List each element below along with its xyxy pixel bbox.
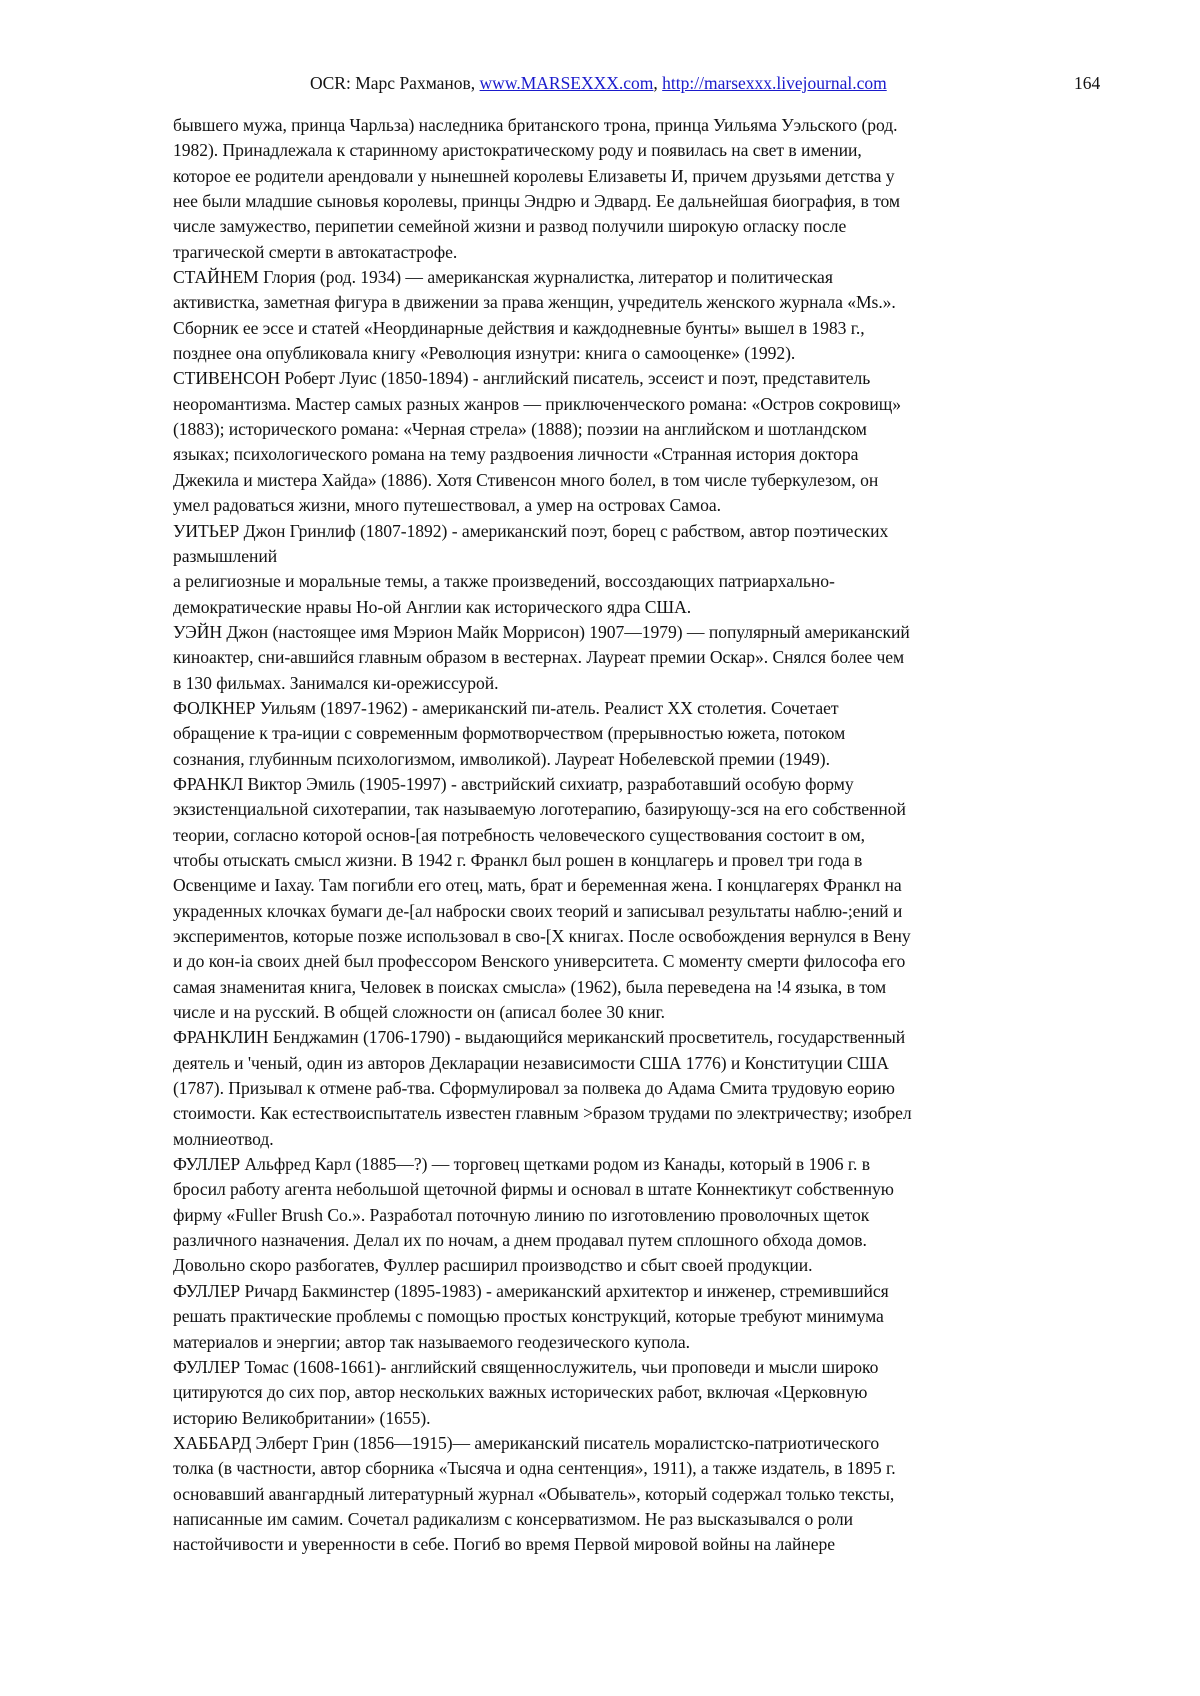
text-line: стоимости. Как естествоиспытатель известен главным >бразом трудами по электричеству; изобрел [173,1103,912,1124]
text-line: различного назначения. Делал их по ночам, а днем продавал путем сплошного обхода домов. [173,1230,867,1251]
text-line: настойчивости и уверенности в себе. Погиб во время Первой мировой войны на лайнере [173,1534,836,1555]
text-line: ХАББАРД Элберт Грин (1856—1915)— американский писатель моралистско-патриотического [173,1432,880,1453]
text-line: умел радоваться жизни, много путешествовал, а умер на островах Самоа. [173,495,721,516]
text-line: а религиозные и моральные темы, а также произведений, воссоздающих патриархально- [173,571,835,592]
text-line: самая знаменитая книга, Человек в поисках смысла» (1962), была переведена на !4 языка, в том [173,976,887,997]
ocr-credit-text: OCR: Марс Рахманов, [310,73,480,93]
text-line: размышлений [173,545,278,566]
text-line: СТАЙНЕМ Глория (род. 1934) — американская журналистка, литератор и политическая [173,267,833,288]
text-line: трагической смерти в автокатастрофе. [173,241,458,262]
text-line: Довольно скоро разбогатев, Фуллер расширил производство и сбыт своей продукции. [173,1255,813,1276]
text-line: нее были младшие сыновья королевы, принцы Эндрю и Эдвард. Ее дальнейшая биография, в том [173,191,900,212]
text-line: украденных клочках бумаги де-[ал наброски своих теорий и записывал результаты наблю-;ений и [173,900,903,921]
text-line: сознания, глубинным психологизмом, имволикой). Лауреат Нобелевской премии (1949). [173,748,830,769]
text-line: решать практические проблемы с помощью простых конструкций, которые требуют минимума [173,1306,884,1327]
text-line: цитируются до сих пор, автор нескольких важных исторических работ, включая «Церковную [173,1382,868,1403]
text-line: Освенциме и Iахау. Там погибли его отец, мать, брат и беременная жена. I концлагерях Франкл на [173,875,902,896]
text-line: числе и на русский. В общей сложности он (аписал более 30 книг. [173,1002,665,1023]
text-line: 1982). Принадлежала к старинному аристократическому роду и появилась на свет в имении, [173,140,862,161]
text-line: бросил работу агента небольшой щеточной фирмы и основал в штате Коннектикут собственную [173,1179,894,1200]
text-line: которое ее родители арендовали у нынешней королевы Елизаветы И, причем друзьями детства у [173,165,895,186]
text-line: обращение к тра-иции с современным формотворчеством (прерывностью южета, потоком [173,723,846,744]
document-body [173,113,1125,1558]
text-line: (1883); исторического романа: «Черная стрела» (1888); поэзии на английском и шотландском [173,419,867,440]
text-line: ФРАНКЛИН Бенджамин (1706-1790) - выдающийся мериканский просветитель, государственный [173,1027,906,1048]
text-line: ФУЛЛЕР Альфред Карл (1885—?) — торговец щетками родом из Канады, который в 1906 г. в [173,1154,870,1175]
link-separator: , [653,73,663,93]
text-line: демократические нравы Но-ой Англии как исторического ядра США. [173,596,692,617]
text-line: материалов и энергии; автор так называемого геодезического купола. [173,1331,690,1352]
text-line: ФРАНКЛ Виктор Эмиль (1905-1997) - австрийский сихиатр, разработавший особую форму [173,773,854,794]
text-line: языках; психологического романа на тему раздвоения личности «Странная история доктора [173,444,859,465]
text-line: ФУЛЛЕР Томас (1608-1661)- английский священнослужитель, чьи проповеди и мысли широко [173,1356,879,1377]
text-line: основавший авангардный литературный журнал «Обыватель», который содержал только тексты, [173,1483,895,1504]
text-line: ФУЛЛЕР Ричард Бакминстер (1895-1983) - американский архитектор и инженер, стремившийся [173,1280,889,1301]
text-line: Сборник ее эссе и статей «Неординарные действия и каждодневные бунты» вышел в 1983 г., [173,317,865,338]
text-line: экспериментов, которые позже использовал в сво-[Х книгах. После освобождения вернулся в Вену [173,926,911,946]
text-line: написанные им самим. Сочетал радикализм с консерватизмом. Не раз высказывался о роли [173,1508,853,1529]
text-line: УЭЙН Джон (настоящее имя Мэрион Майк Моррисон) 1907—1979) — популярный американский [173,621,910,642]
livejournal-link[interactable]: http://marsexxx.livejournal.com [662,73,887,93]
text-line: бывшего мужа, принца Чарльза) наследника британского трона, принца Уильяма Уэльского (род. [173,115,898,135]
text-line: толка (в частности, автор сборника «Тысяча и одна сентенция», 1911), а также издатель, в 1895 г. [173,1458,896,1479]
text-line: киноактер, сни-авшийся главным образом в вестернах. Лауреат премии Оскар». Снялся более чем [173,647,905,668]
text-line: фирму «Fuller Brush Co.». Разработал поточную линию по изготовлению проволочных щеток [173,1204,870,1225]
text-line: теории, согласно которой основ-[ая потребность человеческого существования состоит в ом, [173,824,866,845]
text-line: ФОЛКНЕР Уильям (1897-1962) - американский пи-атель. Реалист XX столетия. Сочетает [173,697,839,718]
page-header [0,70,1200,96]
text-line: УИТЬЕР Джон Гринлиф (1807-1892) - американский поэт, борец с рабством, автор поэтических [173,520,889,541]
text-line: деятель и 'ченый, один из авторов Декларации независимости США 1776) и Конституции США [173,1052,889,1073]
text-line: Джекила и мистера Хайда» (1886). Хотя Стивенсон много болел, в том числе туберкулезом, он [173,469,879,490]
text-line: и до кон-іа своих дней был профессором Венского университета. С моменту смерти философа его [173,951,906,972]
text-line: в 130 фильмах. Занимался ки-орежиссурой. [173,672,499,693]
text-line: активистка, заметная фигура в движении за права женщин, учредитель женского журнала «Ms.». [173,292,896,313]
text-line: экзистенциальной сихотерапии, так называемую логотерапию, базирующу-зся на его собственной [173,799,906,820]
text-line: позднее она опубликовала книгу «Революция изнутри: книга о самооценке» (1992). [173,343,796,364]
text-line: числе замужество, перипетии семейной жизни и развод получили широкую огласку после [173,216,847,237]
text-line: историю Великобритании» (1655). [173,1407,431,1428]
page-number: 164 [1074,73,1101,93]
marsexxx-link[interactable]: www.MARSEXXX.com [479,73,654,93]
ocr-credit [310,70,887,96]
text-line: СТИВЕНСОН Роберт Луис (1850-1894) - английский писатель, эссеист и поэт, представитель [173,368,871,389]
text-line: чтобы отыскать смысл жизни. В 1942 г. Франкл был рошен в концлагерь и провел три года в [173,849,863,870]
text-line: молниеотвод. [173,1128,274,1149]
text-line: неоромантизма. Мастер самых разных жанров — приключенческого романа: «Остров сокровищ» [173,393,901,414]
text-line: (1787). Призывал к отмене раб-тва. Сформулировал за полвека до Адама Смита трудовую еорию [173,1078,895,1099]
